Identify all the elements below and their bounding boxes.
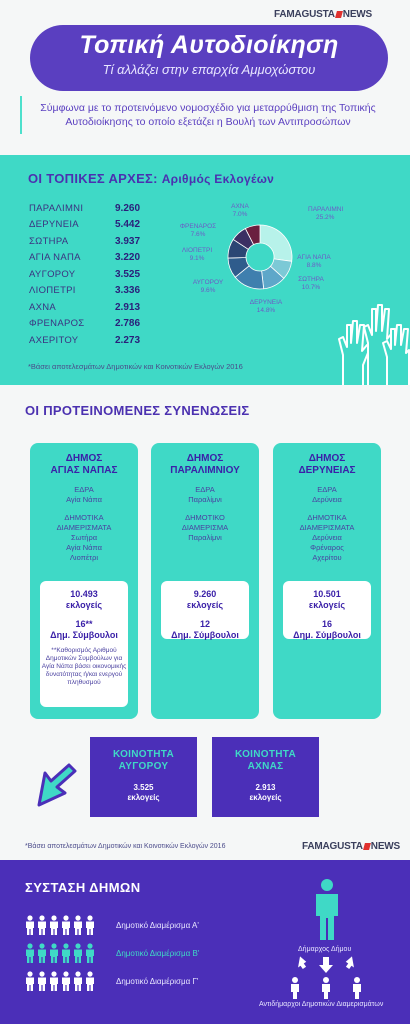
voters-row bbox=[29, 299, 140, 316]
voter-count: 9.260 bbox=[115, 202, 141, 214]
person-icon bbox=[73, 915, 83, 935]
slice-label: ΦΡΕΝΑΡΟΣ bbox=[179, 223, 217, 230]
brand-logo: FAMAGUSTA NEWS bbox=[274, 9, 372, 20]
arrow-down-icon bbox=[293, 955, 358, 973]
composition-title: ΣΥΣΤΑΣΗ ΔΗΜΩΝ bbox=[25, 880, 141, 895]
municipality-name: ΑΥΓΟΡΟΥ bbox=[29, 268, 76, 280]
voters-donut-chart bbox=[179, 195, 344, 335]
deputies-diagram bbox=[282, 955, 372, 1000]
slice-value: 10.7% bbox=[301, 284, 321, 291]
intro-text: Σύμφωνα με το προτεινόμενο νομοσχέδιο για μεταρρύθμιση της Τοπικής Αυτοδιοίκησης το οποίο εξετάζει η Βουλή των Αντιπροσώπων bbox=[40, 102, 376, 128]
deputy-person-icon bbox=[291, 977, 361, 999]
municipality-name: ΔΕΡΥΝΕΙΑ bbox=[29, 219, 79, 231]
person-icon bbox=[73, 943, 83, 963]
flag-mark-icon bbox=[363, 843, 371, 850]
slice-label: ΛΙΟΠΕΤΡΙ bbox=[181, 247, 213, 254]
municipality-name: ΦΡΕΝΑΡΟΣ bbox=[29, 318, 85, 330]
page-subtitle: Τί αλλάζει στην επαρχία Αμμοχώστου bbox=[102, 62, 316, 77]
cursor-arrow-icon bbox=[36, 762, 94, 808]
voters-row bbox=[29, 316, 140, 333]
mayor-label: Δήμαρχος Δήμου bbox=[298, 946, 352, 953]
municipality-card-deryneia: ΔΗΜΟΣ ΔΕΡΥΝΕΙΑΣ ΕΔΡΑ Δερύνεια ΔΗΜΟΤΙΚΑ ΔΙΑΜΕΡΙΣΜΑΤΑ Δερύνεια Φρέναρος Αχερίτου 10.501 εκλογείς 16 Δημ. Σύμβουλοι bbox=[273, 443, 381, 719]
municipality-name: ΠΑΡΑΛΙΜΝΙ bbox=[29, 202, 84, 214]
person-icon bbox=[49, 943, 59, 963]
mergers-section bbox=[0, 385, 410, 860]
mergers-footnote: *Βάσει αποτελεσμάτων Δημοτικών και Κοινοτικών Εκλογών 2016 bbox=[25, 843, 226, 850]
voters-section bbox=[0, 155, 410, 385]
slice-value: 14.8% bbox=[256, 307, 276, 314]
person-icon bbox=[61, 971, 71, 991]
person-icon bbox=[61, 943, 71, 963]
slice-value: 7.0% bbox=[232, 211, 248, 218]
municipality-card-agia-napa: ΔΗΜΟΣ ΑΓΙΑΣ ΝΑΠΑΣ ΕΔΡΑ Αγία Νάπα ΔΗΜΟΤΙΚΑ ΔΙΑΜΕΡΙΣΜΑΤΑ Σωτήρα Αγία Νάπα Λιοπέτρι 10.493 εκλογείς 16** Δημ. Σύμβουλοι **Καθορισμός Αριθμού Δημοτικών Συμβούλων για Αγία Νάπα βάσει οικονομικής δυνατότητας ή/και ενεργού πληθυσμού bbox=[30, 443, 138, 719]
voters-list bbox=[29, 200, 140, 349]
municipality-name: ΣΩΤΗΡΑ bbox=[29, 235, 69, 247]
municipality-name: ΑΓΙΑ ΝΑΠΑ bbox=[29, 252, 81, 264]
intro-accent-bar bbox=[20, 96, 22, 134]
card-stats-box: 9.260 εκλογείς 12 Δημ. Σύμβουλοι bbox=[161, 581, 249, 639]
donut-slice bbox=[260, 225, 292, 261]
person-icon bbox=[37, 971, 47, 991]
slice-value: 9.6% bbox=[200, 287, 216, 294]
donut-svg bbox=[179, 195, 344, 335]
card-stats-box: 10.493 εκλογείς 16** Δημ. Σύμβουλοι **Καθορισμός Αριθμού Δημοτικών Συμβούλων για Αγία Νάπα βάσει οικονομικής δυνατότητας ή/και ενεργού πληθυσμού bbox=[40, 581, 128, 707]
person-icon bbox=[37, 915, 47, 935]
person-icon bbox=[85, 915, 95, 935]
community-card-avgorou: ΚΟΙΝΟΤΗΤΑ ΑΥΓΟΡΟΥ 3.525 εκλογείς bbox=[90, 737, 197, 817]
slice-value: 8.8% bbox=[306, 262, 322, 269]
flag-mark-icon bbox=[335, 11, 343, 18]
municipality-card-paralimni: ΔΗΜΟΣ ΠΑΡΑΛΙΜΝΙΟΥ ΕΔΡΑ Παραλίμνι ΔΗΜΟΤΙΚΟ ΔΙΑΜΕΡΙΣΜΑ Παραλίμνι 9.260 εκλογείς 12 Δημ. Σύμβουλοι bbox=[151, 443, 259, 719]
composition-section bbox=[0, 860, 410, 1024]
voters-footnote: *Βάσει αποτελεσμάτων Δημοτικών και Κοινοτικών Εκλογών 2016 bbox=[28, 362, 243, 371]
slice-label: ΑΧΝΑ bbox=[231, 203, 249, 210]
mergers-title: ΟΙ ΠΡΟΤΕΙΝΟΜΕΝΕΣ ΣΥΝΕΝΩΣΕΙΣ bbox=[25, 403, 250, 418]
district-label: Δημοτικό Διαμέρισμα Γ' bbox=[116, 977, 199, 986]
page-title: Τοπική Αυτοδιοίκηση bbox=[79, 31, 339, 59]
voter-count: 2.786 bbox=[115, 318, 141, 330]
person-icon bbox=[37, 943, 47, 963]
voters-row bbox=[29, 250, 140, 267]
slice-value: 9.1% bbox=[189, 255, 205, 262]
people-row bbox=[25, 971, 97, 991]
slice-label: ΣΩΤΗΡΑ bbox=[298, 276, 324, 283]
person-icon bbox=[49, 971, 59, 991]
voter-count: 2.273 bbox=[115, 334, 141, 346]
voters-row bbox=[29, 332, 140, 349]
voter-count: 3.937 bbox=[115, 235, 141, 247]
header-section bbox=[0, 0, 410, 155]
mayor-person-icon bbox=[312, 878, 342, 942]
community-card-achna: ΚΟΙΝΟΤΗΤΑ ΑΧΝΑΣ 2.913 εκλογείς bbox=[212, 737, 319, 817]
voters-row bbox=[29, 266, 140, 283]
title-banner bbox=[30, 25, 388, 91]
voter-count: 3.525 bbox=[115, 268, 141, 280]
person-icon bbox=[49, 915, 59, 935]
slice-label: ΑΓΙΑ ΝΑΠΑ bbox=[297, 254, 331, 261]
raised-hands-icon bbox=[335, 295, 410, 390]
municipality-name: ΑΧΝΑ bbox=[29, 301, 57, 313]
slice-label: ΠΑΡΑΛΙΜΝΙ bbox=[308, 206, 344, 213]
slice-value: 25.2% bbox=[316, 214, 335, 221]
people-row bbox=[25, 943, 97, 963]
voter-count: 5.442 bbox=[115, 219, 141, 231]
person-icon bbox=[61, 915, 71, 935]
voters-row bbox=[29, 233, 140, 250]
voters-row bbox=[29, 283, 140, 300]
person-icon bbox=[73, 971, 83, 991]
card-stats-box: 10.501 εκλογείς 16 Δημ. Σύμβουλοι bbox=[283, 581, 371, 639]
voter-count: 3.220 bbox=[115, 252, 141, 264]
slice-label: ΑΥΓΟΡΟΥ bbox=[192, 279, 224, 286]
voter-count: 3.336 bbox=[115, 285, 141, 297]
person-icon bbox=[85, 971, 95, 991]
slice-value: 7.6% bbox=[190, 231, 206, 238]
card-footnote: **Καθορισμός Αριθμού Δημοτικών Συμβούλων για Αγία Νάπα βάσει οικονομικής δυνατότητας ή/και ενεργού πληθυσμού bbox=[41, 647, 127, 686]
voters-row bbox=[29, 200, 140, 217]
person-icon bbox=[25, 943, 35, 963]
district-label: Δημοτικό Διαμέρισμα Α' bbox=[116, 921, 199, 930]
people-row bbox=[25, 915, 97, 935]
deputies-label: Αντιδήμαρχοι Δημοτικών Διαμερισμάτων bbox=[259, 1001, 384, 1008]
district-label: Δημοτικό Διαμέρισμα Β' bbox=[116, 949, 200, 958]
slice-label: ΔΕΡΥΝΕΙΑ bbox=[249, 299, 283, 306]
voters-row bbox=[29, 217, 140, 234]
brand-logo: FAMAGUSTA NEWS bbox=[302, 841, 400, 852]
voters-title: ΟΙ ΤΟΠΙΚΕΣ ΑΡΧΕΣ: Αριθμός Εκλογέων bbox=[28, 171, 275, 186]
municipality-name: ΑΧΕΡΙΤΟΥ bbox=[29, 334, 79, 346]
person-icon bbox=[85, 943, 95, 963]
person-icon bbox=[25, 971, 35, 991]
person-icon bbox=[25, 915, 35, 935]
voter-count: 2.913 bbox=[115, 301, 141, 313]
municipality-name: ΛΙΟΠΕΤΡΙ bbox=[29, 285, 76, 297]
